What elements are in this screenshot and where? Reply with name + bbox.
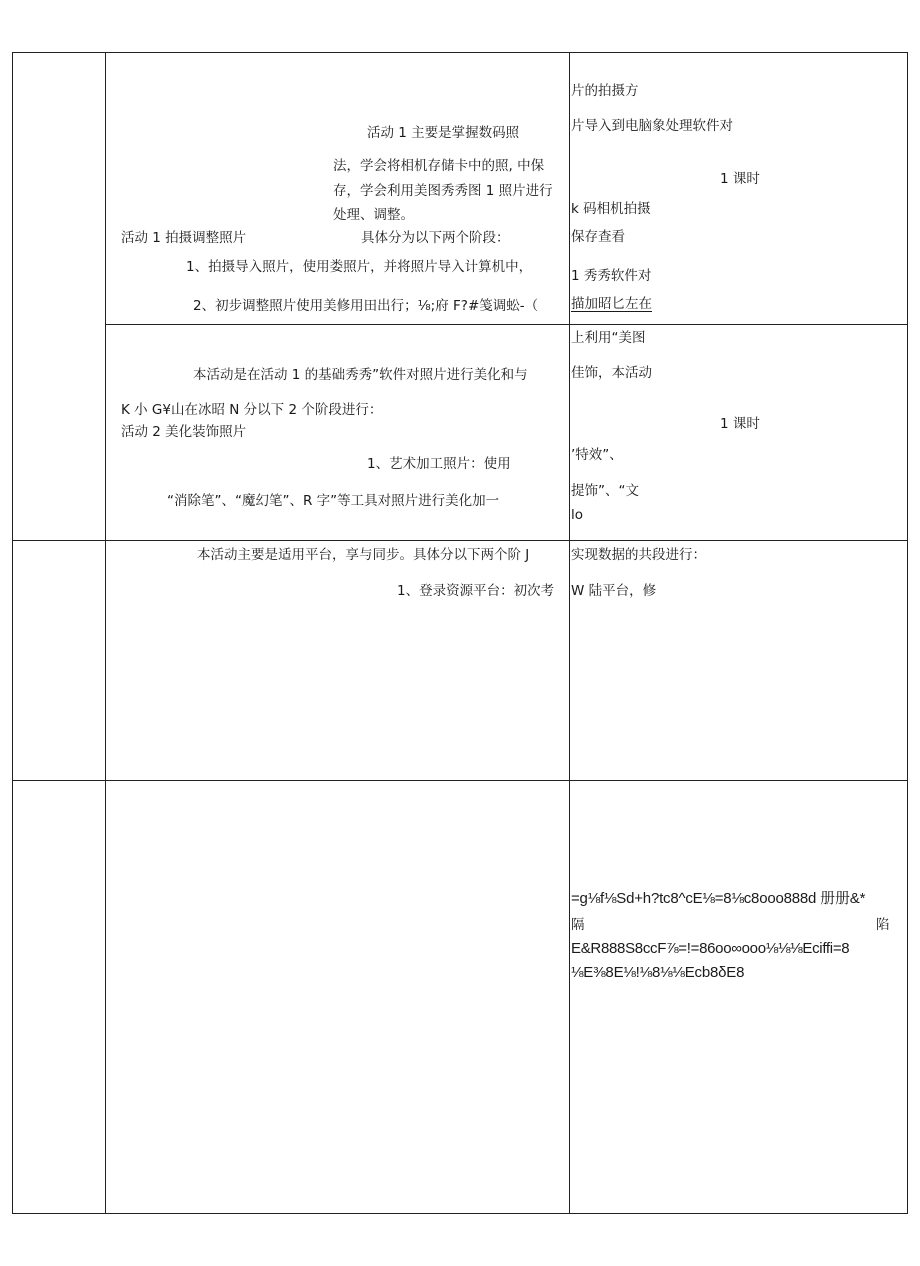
table-border-left <box>12 52 13 1214</box>
activity2-hours: 1 课时 <box>720 416 760 432</box>
activity1-intro-line2: 法，学会将相机存储卡中的照, 中保 <box>333 158 545 174</box>
table-divider-col2 <box>569 52 570 1214</box>
table-divider-row1 <box>105 324 908 325</box>
table-border-top <box>12 52 908 53</box>
garbled-line4: ⅛E⅜8E⅛!⅛8⅛⅛Ecb8δE8 <box>571 964 745 981</box>
activity2-title: 活动 2 美化装饰照片 <box>121 424 247 440</box>
activity1-title: 活动 1 拍摄调整照片 <box>121 230 247 246</box>
activity1-intro-line3: 存，学会利用美图秀秀图 1 照片进行 <box>333 183 553 199</box>
activity3-stage1: 1、登录资源平台：初次考 <box>397 583 555 599</box>
activity3-right-line1: 实现数据的共段进行： <box>571 547 706 563</box>
activity2-intro-line1: 本活动是在活动 1 的基础秀秀”软件对照片进行美化和与 <box>193 367 528 383</box>
activity1-stages-intro: 具体分为以下两个阶段： <box>361 230 510 246</box>
activity2-right-line2: 佳饰，本活动 <box>571 365 652 381</box>
activity2-stage1-tools: “消除笔”、“魔幻笔”、R 字”等工具对照片进行美化加一 <box>167 493 500 509</box>
activity2-stage1: 1、艺术加工照片：使用 <box>367 456 511 472</box>
garbled-line3: E&R888S8ccF⅞=!=86oo∞ooo⅛⅛⅛Eciffi=8 <box>571 940 850 957</box>
table-divider-row2 <box>12 540 908 541</box>
activity3-intro-line1: 本活动主要是适用平台，享与同步。具体分以下两个阶 J <box>197 547 530 563</box>
activity1-hours: 1 课时 <box>720 171 760 187</box>
table-border-bottom <box>12 1213 908 1214</box>
activity1-right-line3: k 码相机拍摄 <box>571 201 651 217</box>
activity1-intro-line1: 活动 1 主要是掌握数码照 <box>367 125 520 141</box>
activity1-right-line6: 描加昭匕左在 <box>571 296 652 312</box>
activity1-right-line1: 片的拍摄方 <box>571 83 639 99</box>
table-divider-col1 <box>105 52 106 1214</box>
table-divider-row3 <box>12 780 908 781</box>
activity1-stage2: 2、初步调整照片使用美修用田出行；⅛;府 F?#笺调蚣-（ <box>193 298 539 314</box>
activity2-intro-line2: K 小 G¥山在冰昭 N 分以下 2 个阶段进行： <box>121 402 383 418</box>
activity2-right-line3: ’特效”、 <box>571 447 623 463</box>
activity2-right-line5: lo <box>571 507 584 523</box>
activity2-right-line4: 提饰”、“文 <box>571 483 639 499</box>
activity1-intro-line4: 处理、调整。 <box>333 207 414 223</box>
activity1-right-line4: 保存查看 <box>571 229 625 245</box>
garbled-line2-left: 隔 <box>571 917 585 933</box>
activity1-right-line2: 片导入到电脑象处理软件对 <box>571 118 733 134</box>
activity1-stage1: 1、拍摄导入照片，使用娄照片，并将照片导入计算机中， <box>186 259 533 275</box>
activity1-right-line5: 1 秀秀软件对 <box>571 268 652 284</box>
table-border-right <box>907 52 908 1214</box>
garbled-line2-right: 陷 <box>876 917 890 933</box>
activity3-right-line2: W 陆平台，修 <box>571 583 657 599</box>
activity2-right-line1: 上利用“美图 <box>571 330 646 346</box>
garbled-line1: =g⅛f⅛Sd+h?tc8^cE⅛=8⅛c8ooo888d 册册&* <box>571 890 866 907</box>
